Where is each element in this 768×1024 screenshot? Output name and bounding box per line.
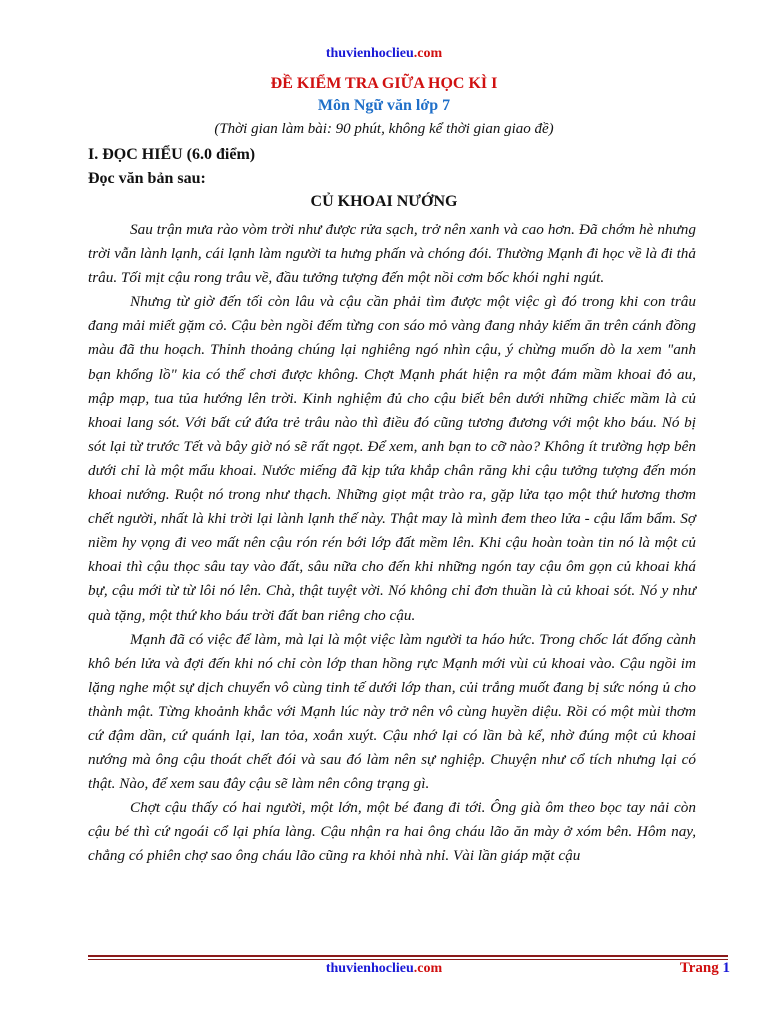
page-number-value: 1 [722,960,730,976]
section-instruction: Đọc văn bản sau: [88,170,206,187]
section-heading: I. ĐỌC HIỂU (6.0 điểm) [88,146,256,163]
time-note: (Thời gian làm bài: 90 phút, không kể thời gian giao đề) [214,121,554,137]
story-paragraph-3: Mạnh đã có việc để làm, mà lại là một việc làm người ta háo hức. Trong chốc lát đống cành khô bén lửa và đợi đến khi nó chỉ còn lớp than hồng rực Mạnh mới vùi củ khoai vào. Cậu ngồi im lặng nghe một sự dịch chuyển vô cùng tinh tế dưới lớp than, củi trắng muốt đang bị sức nóng ủ cho thành mật. Từng khoảnh khắc với Mạnh lúc này trở nên vô cùng huyền diệu. Rồi có một mùi thơm cứ đậm dần, cứ quánh lại, lan tỏa, xoắn xuýt. Cậu nhớ lại có lần bà kể, nhờ đúng một củ khoai nướng mà ông cậu thoát chết đói và sau đó làm nên sự nghiệp. Chuyện như cổ tích nhưng lại có thật. Nào, để xem sau đây cậu sẽ làm nên công trạng gì. [88,630,696,793]
exam-subject: Môn Ngữ văn lớp 7 [317,97,451,114]
site-header[interactable] [0,46,768,62]
page-number [680,960,730,977]
page-label: Trang [679,960,719,976]
site-tld: .com [413,46,443,61]
footer-divider [88,955,728,957]
exam-title: ĐỀ KIỂM TRA GIỮA HỌC KÌ I [270,75,498,92]
story-paragraph-1: Sau trận mưa rào vòm trời như được rửa sạch, trở nên xanh và cao hơn. Đã chớm hè nhưng trời vẫn lành lạnh, cái lạnh làm người ta hưng phấn và chóng đói. Thường Mạnh đi học về là đi thả trâu. Tối mịt cậu rong trâu về, đầu tưởng tượng đến một nồi cơm bốc khói nghi ngút. [88,221,696,287]
footer-divider-thin [88,959,728,960]
footer-site-tld: .com [413,961,443,976]
story-body [88,218,696,869]
footer-site-name: thuvienhoclieu [325,961,414,976]
story-paragraph-4: Chợt cậu thấy có hai người, một lớn, một bé đang đi tới. Ông già ôm theo bọc tay nải còn cậu bé thì cứ ngoái cổ lại phía làng. Cậu nhận ra hai ông cháu lão ăn mày ở xóm bên. Hôm nay, chẳng có phiên chợ sao ông cháu lão cũng ra khỏi nhà nhỉ. Vài lần giáp mặt cậu [88,799,696,865]
story-paragraph-2: Nhưng từ giờ đến tối còn lâu và cậu cần phải tìm được một việc gì đó trong khi con trâu đang mải miết gặm cỏ. Cậu bèn ngồi đếm từng con sáo mỏ vàng đang nhảy kiếm ăn trên cánh đồng màu đã thu hoạch. Thỉnh thoảng chúng lại nghiêng ngó nhìn cậu, ý chừng muốn dò la xem "anh bạn khổng lồ" kia có thể chơi được không. Chợt Mạnh phát hiện ra một đám mầm khoai đỏ au, mập mạp, tua tủa hướng lên trời. Kinh nghiệm đủ cho cậu biết bên dưới những chiếc mầm là củ khoai lang sót. Với bất cứ đứa trẻ trâu nào thì điều đó cũng tương đương với một kho báu. Nó bị sót lại từ trước Tết và bây giờ nó sẽ rất ngọt. Để xem, anh bạn to cỡ nào? Không ít trường hợp bên dưới chỉ là một mẩu khoai. Nước miếng đã kịp tứa khắp chân răng khi cậu tưởng tượng đến món khoai nướng. Ruột nó trong như thạch. Những giọt mật trào ra, gặp lửa tạo một thứ hương thơm chết người, nhất là khi trời lại lành lạnh thế này. Thật may là mình đem theo lửa - cậu lẩm bẩm. Sợ niềm hy vọng đi veo mất nên cậu rón rén bới lớp đất mềm lên. Khi cậu hoàn toàn tin nó là một củ khoai thì cậu thọc sâu tay vào đất, sâu nữa cho đến khi những ngón tay cậu ôm gọn củ khoai khá bự, cậu mới từ từ lôi nó lên. Chà, thật tuyệt vời. Nó không chỉ đơn thuần là củ khoai sót. Nó y như quà tặng, một thứ kho báu trời đất ban riêng cho cậu. [88,293,696,624]
site-name: thuvienhoclieu [325,46,414,61]
story-title: CỦ KHOAI NƯỚNG [310,193,458,210]
site-footer[interactable] [0,961,768,977]
